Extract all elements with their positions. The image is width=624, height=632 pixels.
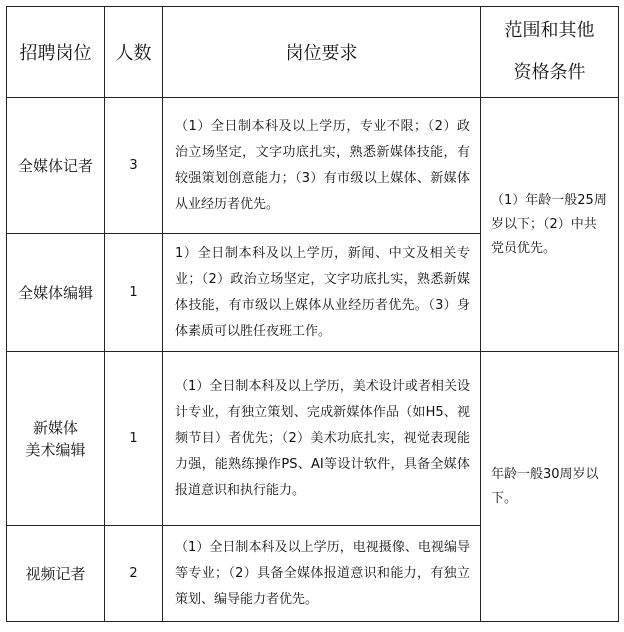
- other-conditions-cell: 年龄一般30周岁以下。: [481, 352, 619, 622]
- count-cell: 3: [105, 98, 163, 234]
- count-cell: 2: [105, 526, 163, 622]
- header-row: [7, 7, 619, 98]
- requirements-cell: （1）全日制本科及以上学历，专业不限；（2）政治立场坚定，文字功底扎实，熟悉新媒体技能，有较强策划创意能力；（3）有市级以上媒体、新媒体从业经历者优先。: [163, 98, 481, 234]
- header-count: 人数: [105, 7, 163, 98]
- header-other-line1: 范围和其他: [504, 20, 595, 41]
- position-line2: 美术编辑: [25, 440, 86, 459]
- position-cell: 全媒体编辑: [7, 234, 105, 352]
- requirements-cell: （1）全日制本科及以上学历，美术设计或者相关设计专业，有独立策划、完成新媒体作品（如H5、视频节目）者优先；（2）美术功底扎实，视觉表现能力强，能熟练操作PS、AI等设计软件，具备全媒体报道意识和执行能力。: [163, 352, 481, 526]
- header-requirements: 岗位要求: [163, 7, 481, 98]
- count-cell: 1: [105, 234, 163, 352]
- count-cell: 1: [105, 352, 163, 526]
- recruitment-table: [6, 6, 619, 622]
- position-line1: 新媒体: [32, 418, 78, 437]
- position-cell: 视频记者: [7, 526, 105, 622]
- table-row: [7, 352, 619, 526]
- header-other-conditions: [481, 7, 619, 98]
- other-conditions-cell: （1）年龄一般25周岁以下；（2）中共党员优先。: [481, 98, 619, 352]
- header-position: 招聘岗位: [7, 7, 105, 98]
- table-row: [7, 98, 619, 234]
- header-other-line2: 资格条件: [513, 62, 586, 83]
- requirements-cell: 1）全日制本科及以上学历，新闻、中文及相关专业；（2）政治立场坚定，文字功底扎实，熟悉新媒体技能，有市级以上媒体从业经历者优先。（3）身体素质可以胜任夜班工作。: [163, 234, 481, 352]
- position-cell: [7, 352, 105, 526]
- position-cell: 全媒体记者: [7, 98, 105, 234]
- requirements-cell: （1）全日制本科及以上学历，电视摄像、电视编导等专业；（2）具备全媒体报道意识和能力，有独立策划、编导能力者优先。: [163, 526, 481, 622]
